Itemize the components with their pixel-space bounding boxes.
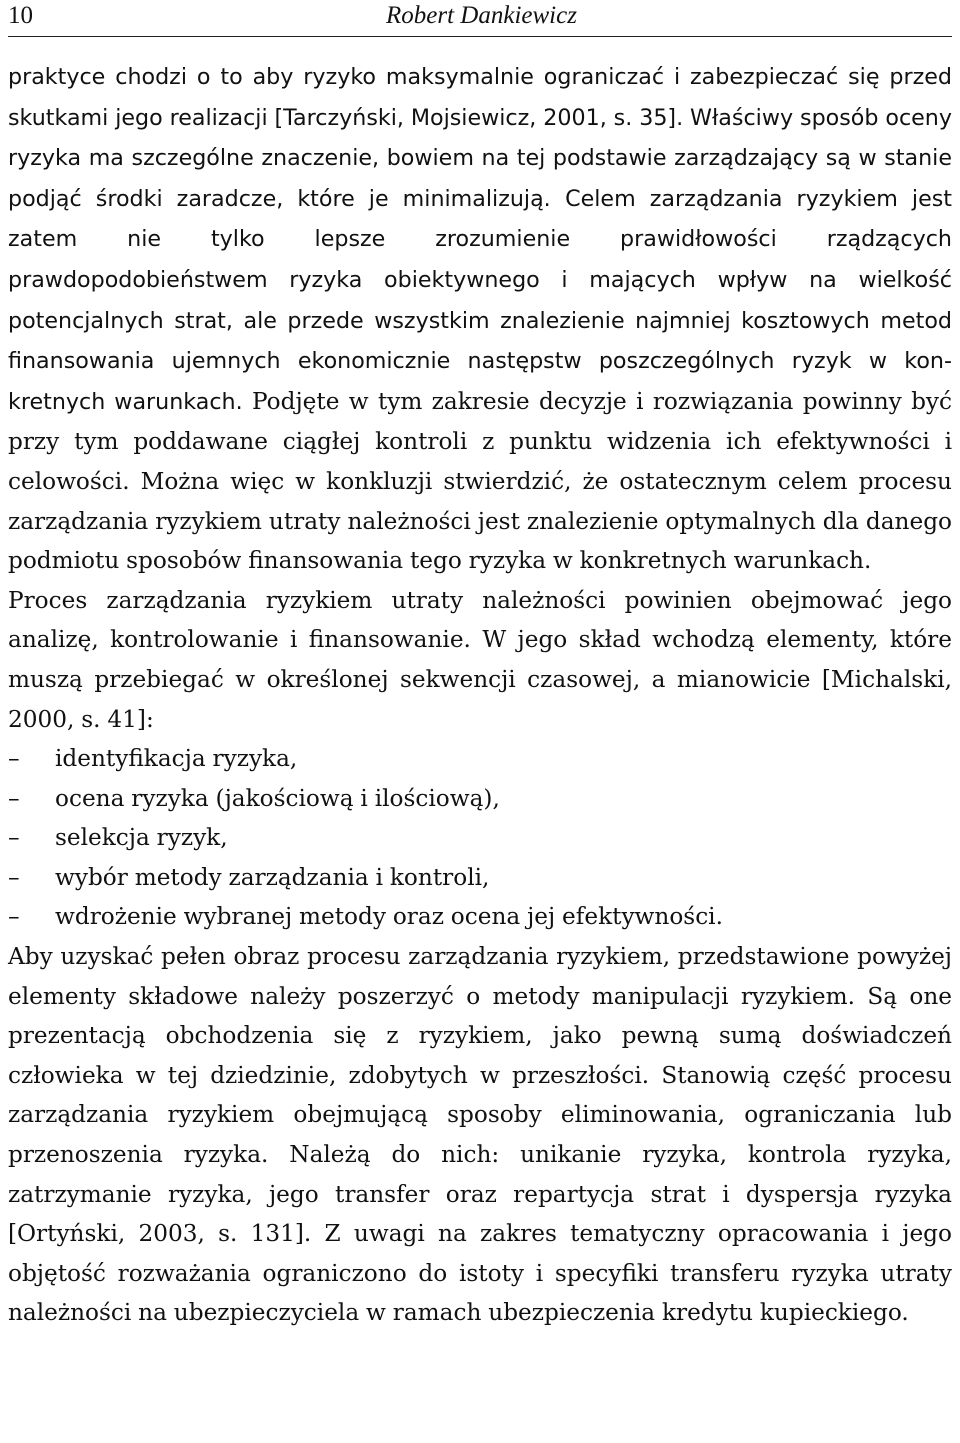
list-item-text: wdrożenie wybranej metody oraz ocena jej efektywności.	[55, 903, 723, 931]
running-header	[8, 0, 952, 37]
dash-bullet: –	[8, 903, 20, 931]
list-item	[8, 739, 952, 779]
document-page	[8, 0, 952, 1333]
paragraph-1-serif-part: Podjęte w tym zakresie decyzje i rozwiązania powinny być przy tym poddawane ciągłej kontroli z punktu widzenia ich efektywności i celowości. Można więc w konkluzji stwierdzić, że ostatecznym celem procesu zarządzania ryzykiem utraty należności jest znalezienie optymalnych dla danego podmiotu sposobów finansowania tego ryzyka w konkretnych warunkach.	[8, 387, 953, 575]
paragraph-2: Proces zarządzania ryzykiem utraty należności powinien obejmować jego analizę, kontrolowanie i finansowanie. W jego skład wchodzą elementy, które muszą przebiegać w określonej sekwencji czasowej, a mianowicie [Michalski, 2000, s. 41]:	[8, 586, 952, 733]
paragraph-1-sans-part-a: praktyce chodzi o to aby ryzyko maksymalnie ograniczać i zabezpieczać się przed skutkami jego realizacji [Tarczyński, Mojsiewicz, 2001, s. 35]. Właściwy sposób oceny ryzyka ma szczególne znaczenie, bowiem na tej podstawie zarządzający są w stanie podjąć środki zaradcze, które je minimalizują.	[8, 64, 952, 212]
process-elements-list	[8, 739, 952, 937]
list-item	[8, 779, 952, 819]
list-item	[8, 858, 952, 898]
paragraph-1-sans-part-b: Celem zarządzania ryzykiem jest zatem nie tylko lepsze zrozumienie prawidłowości rządzących prawdopodobieństwem ryzyka obiektywnego i mających wpływ na wielkość potencjalnych strat, ale przede wszystkim znalezienie najmniej kosztowych metod finansowania ujemnych ekonomicznie następstw poszczególnych ryzyk w konkretnych warunkach.	[8, 185, 952, 415]
dash-bullet: –	[8, 745, 20, 773]
dash-bullet: –	[8, 863, 20, 891]
running-title: Robert Dankiewicz	[386, 2, 577, 29]
dash-bullet: –	[8, 784, 20, 812]
page-number: 10	[8, 2, 33, 29]
list-item-text: identyfikacja ryzyka,	[55, 745, 298, 773]
body-text	[8, 57, 952, 1333]
list-item-text: ocena ryzyka (jakościową i ilościową),	[55, 784, 500, 812]
paragraph-3: Aby uzyskać pełen obraz procesu zarządzania ryzykiem, przedstawione powyżej elementy składowe należy poszerzyć o metody manipulacji ryzykiem. Są one prezentacją obchodzenia się z ryzykiem, jako pewną sumą doświadczeń człowieka w tej dziedzinie, zdobytych w przeszłości. Stanowią część procesu zarządzania ryzykiem obejmującą sposoby eliminowania, ograniczania lub przenoszenia ryzyka. Należą do nich: unikanie ryzyka, kontrola ryzyka, zatrzymanie ryzyka, jego transfer oraz repartycja strat i dyspersja ryzyka [Ortyński, 2003, s. 131]. Z uwagi na zakres tematyczny opracowania i jego objętość rozważania ograniczono do istoty i specyfiki transferu ryzyka utraty należności na ubezpieczyciela w ramach ubezpieczenia kredytu kupieckiego.	[8, 943, 952, 1327]
paragraph-1	[8, 57, 952, 581]
list-item-text: wybór metody zarządzania i kontroli,	[55, 863, 490, 891]
list-item	[8, 897, 952, 937]
dash-bullet: –	[8, 824, 20, 852]
list-item-text: selekcja ryzyk,	[55, 824, 228, 852]
list-item	[8, 818, 952, 858]
